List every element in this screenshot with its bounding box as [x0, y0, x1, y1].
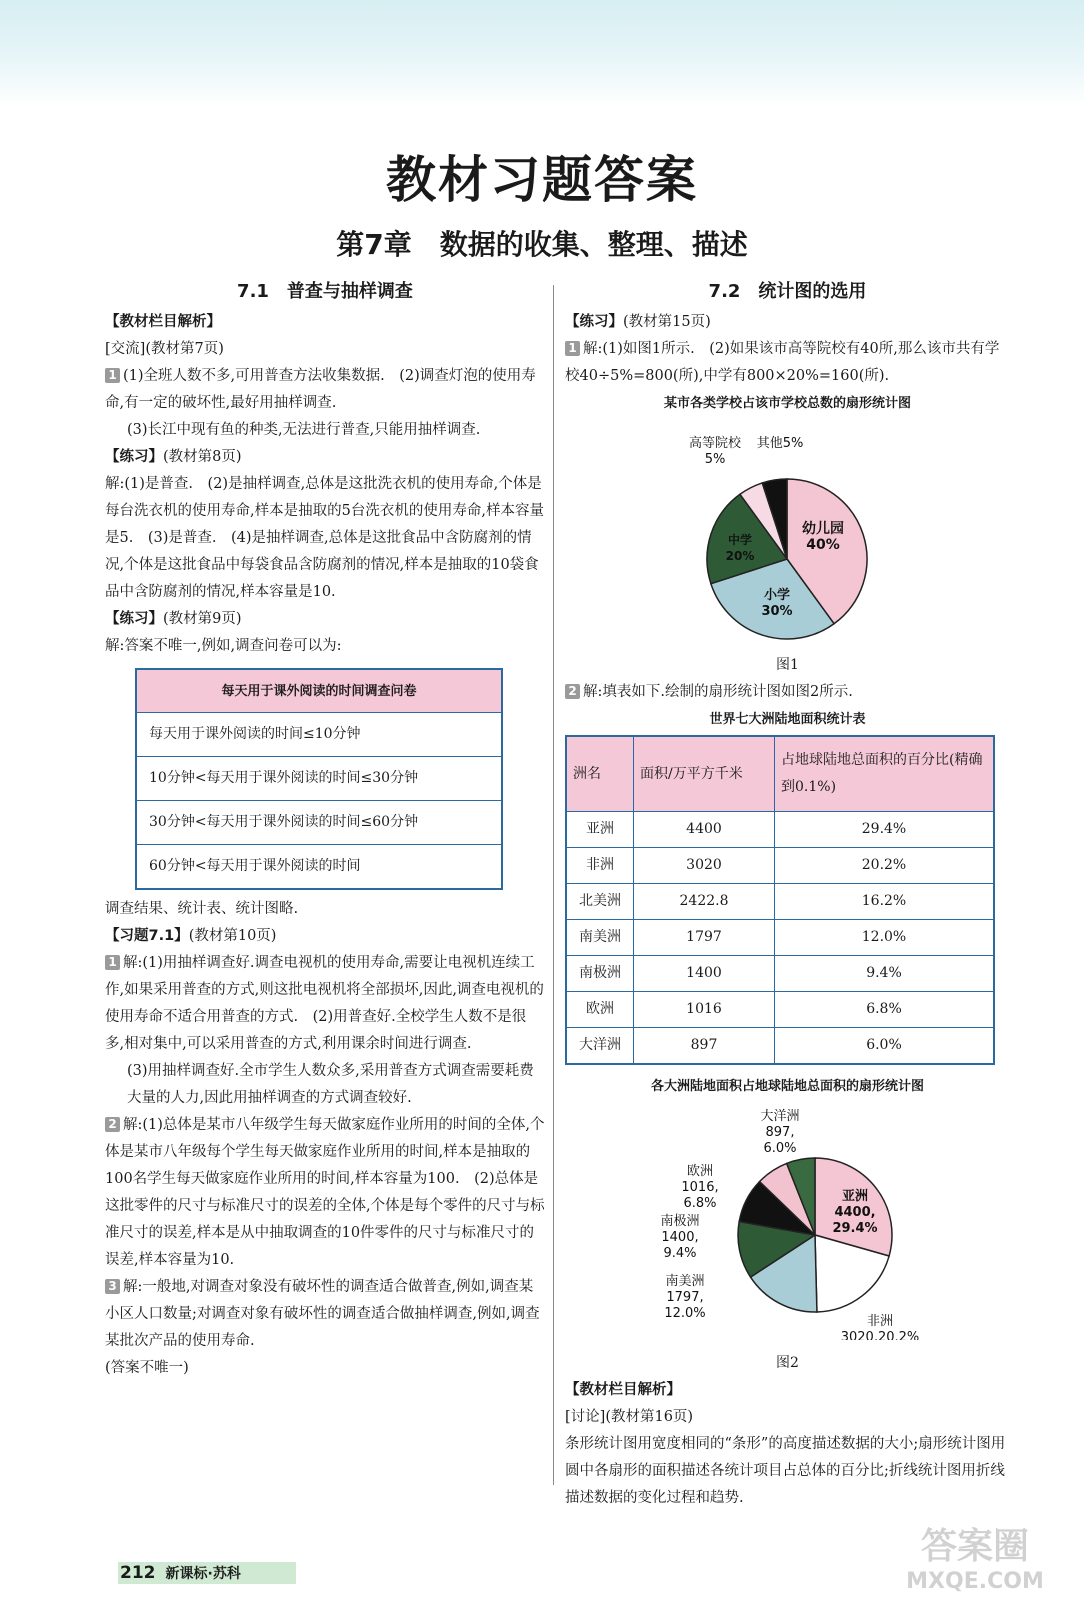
table-cell: 1797 [634, 920, 775, 956]
pie-label-中学: 中学 20% [725, 533, 755, 563]
questionnaire-title: 每天用于课外阅读的时间调查问卷 [136, 669, 502, 713]
table-row [566, 956, 994, 992]
exercise-2-text: 解:(1)总体是某市八年级学生每天做家庭作业所用的时间的全体,个体是某市八年级每个学生每天做家庭作业所用的时间,样本是抽取的100名学生每天做家庭作业所用的时间,样本容量为100. (2)总体是这批零件的尺寸与标准尺寸的误差的全体,个体是每个零件的尺寸与标准尺寸的误差,样本是从中抽取调查的10件零件的尺寸与标准尺寸的误差,样本容量为10. [105, 1117, 545, 1268]
table-cell: 60分钟<每天用于课外阅读的时间 [136, 845, 502, 890]
pie-label-幼儿园: 幼儿园 40% [802, 521, 844, 553]
pie-label-南美洲: 南美洲 1797, 12.0% [664, 1274, 706, 1321]
table-cell: 每天用于课外阅读的时间≤10分钟 [136, 713, 502, 757]
table-cell: 1400 [634, 956, 775, 992]
book-name: 新课标·苏科 [165, 1566, 241, 1582]
table-row [136, 713, 502, 757]
questionnaire-table [135, 668, 503, 890]
right-practice-heading [565, 309, 1010, 336]
table-cell: 北美洲 [566, 884, 634, 920]
right-practice-ref: (教材第15页) [623, 314, 711, 330]
continent-table [565, 735, 995, 1065]
number-badge: 1 [105, 368, 120, 383]
table-cell: 9.4% [775, 956, 995, 992]
table-cell: 南美洲 [566, 920, 634, 956]
table-cell: 6.8% [775, 992, 995, 1028]
table-cell: 29.4% [775, 812, 995, 848]
watermark-text: 答案圈 [920, 1526, 1030, 1567]
pie-label-亚洲: 亚洲 4400, 29.4% [832, 1189, 878, 1236]
page-number: 212 [120, 1563, 156, 1583]
discuss-label: [讨论] [565, 1409, 606, 1425]
table-row [566, 992, 994, 1028]
figure1-caption: 图1 [776, 657, 799, 673]
pie-label-欧洲: 欧洲 1016, 6.8% [681, 1164, 719, 1211]
table-row [566, 920, 994, 956]
discuss-ref: (教材第16页) [605, 1409, 694, 1425]
table-cell: 30分钟<每天用于课外阅读的时间≤60分钟 [136, 801, 502, 845]
table-cell: 12.0% [775, 920, 995, 956]
left-column [105, 275, 545, 1382]
number-badge: 1 [105, 955, 120, 970]
number-badge: 3 [105, 1279, 120, 1294]
column-divider [553, 285, 554, 1485]
analysis-label: 【教材栏目解析】 [105, 314, 221, 330]
pie-label-南极洲: 南极洲 1400, 9.4% [660, 1214, 700, 1261]
table-cell: 3020 [634, 848, 775, 884]
exercise-answer-1 [105, 950, 545, 1058]
practice1-heading [105, 444, 545, 471]
right-practice-label: 【练习】 [565, 314, 623, 330]
exercise-heading [105, 923, 545, 950]
section-title-7-1: 7.1 普查与抽样调查 [237, 281, 413, 302]
school-pie-chart [565, 417, 1010, 642]
watermark-logo [890, 1516, 1060, 1596]
table-row [566, 848, 994, 884]
table-header-row [566, 736, 994, 812]
figure2-caption: 图2 [776, 1355, 799, 1371]
table-cell: 非洲 [566, 848, 634, 884]
table-cell: 亚洲 [566, 812, 634, 848]
exercise-answer-2 [105, 1112, 545, 1274]
after-table-text: 调查结果、统计表、统计图略. [105, 901, 299, 917]
table-row [566, 884, 994, 920]
header-band [0, 0, 1084, 105]
practice2-heading [105, 606, 545, 633]
table-cell: 大洋洲 [566, 1028, 634, 1065]
practice2-text: 解:答案不唯一,例如,调查问卷可以为: [105, 638, 342, 654]
exchange-text-b: (3)长江中现有鱼的种类,无法进行普查,只能用抽样调查. [127, 422, 481, 438]
pie-label-非洲: 非洲 3020,20.2% [840, 1314, 920, 1340]
right-column [565, 275, 1010, 1512]
number-badge: 1 [565, 341, 580, 356]
exercise-1-text-a: 解:(1)用抽样调查好.调查电视机的使用寿命,需要让电视机连续工作,如果采用普查的方式,则这批电视机将全部损坏,因此,调查电视机的使用寿命不适合用普查的方式. (2)用普查好.全校学生人数不是很多,相对集中,可以采用普查的方式,利用课余时间进行调查. [105, 955, 544, 1052]
page-title: 教材习题答案 [386, 151, 698, 209]
practice-answer-1 [565, 336, 1010, 390]
table-cell: 6.0% [775, 1028, 995, 1065]
table-cell: 欧洲 [566, 992, 634, 1028]
table-cell: 1016 [634, 992, 775, 1028]
table-row [136, 757, 502, 801]
practice-2-text: 解:填表如下.绘制的扇形统计图如图2所示. [583, 684, 853, 700]
table-row [566, 1028, 994, 1065]
chart1-title: 某市各类学校占该市学校总数的扇形统计图 [663, 396, 911, 411]
practice-1-text: 解:(1)如图1所示. (2)如果该市高等院校有40所,那么该市共有学校40÷5%=800(所),中学有800×20%=160(所). [565, 341, 1000, 384]
section-title-7-2: 7.2 统计图的选用 [708, 281, 867, 302]
practice1-label: 【练习】 [105, 449, 163, 465]
table-cell: 4400 [634, 812, 775, 848]
continent-table-title: 世界七大洲陆地面积统计表 [709, 712, 866, 727]
discuss-text: 条形统计图用宽度相同的“条形”的高度描述数据的大小;扇形统计图用圆中各扇形的面积描述各统计项目占总体的百分比;折线统计图用折线描述数据的变化过程和趋势. [565, 1436, 1006, 1506]
practice1-text: 解:(1)是普查. (2)是抽样调查,总体是这批洗衣机的使用寿命,个体是每台洗衣机的使用寿命,样本是抽取的5台洗衣机的使用寿命,样本容量是5. (3)是普查. (4)是抽样调查,总体是这批食品中含防腐剂的情况,个体是这批食品中每袋食品含防腐剂的情况,样本是抽取的10袋食品中含防腐剂的情况,样本容量是10. [105, 476, 544, 600]
watermark-url: MXQE.COM [906, 1569, 1044, 1594]
pie-label-高等院校: 高等院校 5% [688, 436, 742, 467]
table-cell: 20.2% [775, 848, 995, 884]
table-row [566, 812, 994, 848]
number-badge: 2 [105, 1117, 120, 1132]
chart2-title: 各大洲陆地面积占地球陆地总面积的扇形统计图 [650, 1079, 924, 1094]
practice1-ref: (教材第8页) [163, 449, 242, 465]
page-footer [118, 1562, 296, 1584]
practice2-label: 【练习】 [105, 611, 163, 627]
practice-answer-2 [565, 679, 1010, 706]
table-cell: 南极洲 [566, 956, 634, 992]
exchange-ref: (教材第7页) [145, 341, 224, 357]
table-row [136, 801, 502, 845]
continent-pie-chart [565, 1100, 1010, 1340]
exercise-label: 【习题7.1】 [105, 928, 189, 944]
column-header: 洲名 [566, 736, 634, 812]
table-cell: 16.2% [775, 884, 995, 920]
exercise-3-text: 解:一般地,对调查对象没有破坏性的调查适合做普查,例如,调查某小区人口数量;对调查对象有破坏性的调查适合做抽样调查,例如,调查某批次产品的使用寿命. [105, 1279, 540, 1349]
column-header: 面积/万平方千米 [634, 736, 775, 812]
discuss-heading [565, 1404, 1010, 1431]
exercise-ref: (教材第10页) [188, 928, 277, 944]
chapter-title: 第7章 数据的收集、整理、描述 [336, 228, 748, 261]
column-header: 占地球陆地总面积的百分比(精确到0.1%) [775, 736, 995, 812]
exercise-3-note: (答案不唯一) [105, 1360, 189, 1376]
exchange-heading [105, 336, 545, 363]
pie-label-小学: 小学 30% [761, 588, 793, 619]
practice2-ref: (教材第9页) [163, 611, 242, 627]
table-cell: 897 [634, 1028, 775, 1065]
exercise-answer-3 [105, 1274, 545, 1355]
number-badge: 2 [565, 684, 580, 699]
pie-label-大洋洲: 大洋洲 897, 6.0% [760, 1109, 800, 1156]
exercise-1-text-b: (3)用抽样调查好.全市学生人数众多,采用普查方式调查需要耗费大量的人力,因此用抽样调查的方式调查较好. [127, 1063, 534, 1106]
table-row [136, 845, 502, 890]
exchange-label: [交流] [105, 341, 146, 357]
exchange-answer [105, 363, 545, 417]
exchange-text-a: (1)全班人数不多,可用普查方法收集数据. (2)调查灯泡的使用寿命,有一定的破坏性,最好用抽样调查. [105, 368, 536, 411]
table-cell: 2422.8 [634, 884, 775, 920]
right-analysis-label: 【教材栏目解析】 [565, 1382, 681, 1398]
table-cell: 10分钟<每天用于课外阅读的时间≤30分钟 [136, 757, 502, 801]
pie-label-其他: 其他5% [756, 436, 804, 451]
